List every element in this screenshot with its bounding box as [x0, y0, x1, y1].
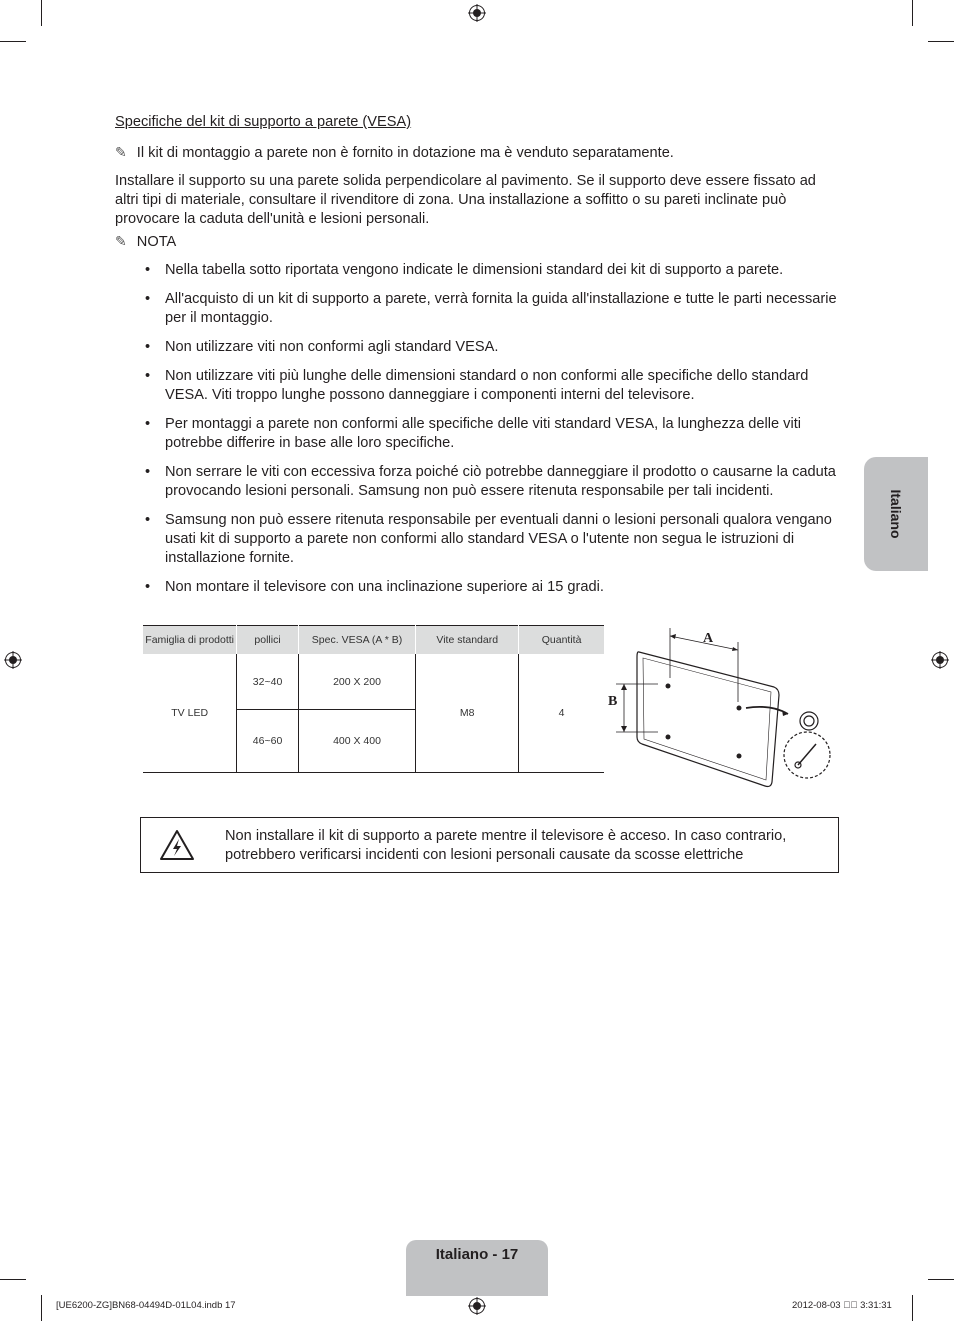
crop-mark	[0, 1279, 26, 1280]
crop-mark	[41, 0, 42, 26]
dimension-b-label: B	[608, 694, 618, 709]
list-item: • Non serrare le viti con eccessiva forza poiché ciò potrebbe danneggiare il prodotto o causarne la caduta provocando lesioni personali. Samsung non può essere ritenuta responsabile per tali incidenti.	[145, 463, 845, 501]
note-kit	[115, 143, 835, 163]
column-header: Famiglia di prodotti	[143, 626, 237, 655]
install-paragraph: Installare il supporto su una parete solida perpendicolare al pavimento. Se il supporto deve essere fissato ad altri tipi di materiale, consultare il rivenditore di zona. Una installazione a soffitto o su pareti inclinate può provocare la caduta dell'unità e lesioni personali.	[115, 173, 816, 227]
side-tab-label: Italiano	[888, 489, 904, 539]
vesa-spec-table	[143, 625, 604, 773]
inches-cell: 46~60	[237, 710, 298, 773]
wall-mount-diagram	[606, 622, 838, 794]
page-label: Italiano - 17	[435, 1246, 519, 1263]
list-item: • Nella tabella sotto riportata vengono indicate le dimensioni standard dei kit di supporto a parete.	[145, 261, 845, 280]
nota-label: NOTA	[136, 234, 177, 250]
note-kit-text: Il kit di montaggio a parete non è fornito in dotazione ma è venduto separatamente.	[136, 145, 674, 161]
list-item: • Per montaggi a parete non conformi alle specifiche delle viti standard VESA, la lunghezza delle viti potrebbe differire in base alle loro specifiche.	[145, 415, 845, 453]
footer-file-info: [UE6200-ZG]BN68-04494D-01L04.indb 17	[56, 1300, 236, 1311]
note-bullet-list	[145, 261, 845, 607]
pencil-note-icon: ✎	[115, 144, 127, 160]
section-title: Specifiche del kit di supporto a parete (VESA)	[115, 114, 412, 130]
electric-warning-icon	[159, 829, 195, 861]
table-header-row	[143, 626, 604, 655]
warning-text: Non installare il kit di supporto a parete mentre il televisore è acceso. In caso contrario, potrebbero verificarsi incidenti con lesioni personali causate da scosse elettriche	[225, 828, 787, 863]
family-cell: TV LED	[143, 654, 237, 773]
registration-mark-icon	[4, 651, 22, 669]
vesa-cell: 200 X 200	[298, 654, 415, 710]
dimension-a-label: A	[703, 631, 714, 646]
column-header: Vite standard	[416, 626, 519, 655]
language-side-tab	[864, 457, 928, 571]
vesa-cell: 400 X 400	[298, 710, 415, 773]
column-header: Spec. VESA (A * B)	[298, 626, 415, 655]
crop-mark	[928, 1279, 954, 1280]
screw-hole-icon	[666, 735, 671, 740]
crop-mark	[0, 41, 26, 42]
column-header: Quantità	[519, 626, 604, 655]
inches-cell: 32~40	[237, 654, 298, 710]
crop-mark	[41, 1295, 42, 1321]
list-item: • Non montare il televisore con una inclinazione superiore ai 15 gradi.	[145, 578, 845, 597]
list-item: • Non utilizzare viti più lunghe delle dimensioni standard o non conformi alle specifiche dello standard VESA. Viti troppo lunghe possono danneggiare i componenti interni del televisore.	[145, 367, 845, 405]
quantity-cell: 4	[519, 654, 604, 773]
screw-hole-icon	[737, 754, 742, 759]
crop-mark	[912, 0, 913, 26]
warning-box	[140, 817, 839, 873]
registration-mark-icon	[468, 1297, 486, 1315]
crop-mark	[912, 1295, 913, 1321]
screw-cell: M8	[416, 654, 519, 773]
pencil-note-icon: ✎	[115, 233, 127, 249]
footer-timestamp: 2012-08-03 ￿￿ 3:31:31	[792, 1300, 892, 1311]
registration-mark-icon	[468, 4, 486, 22]
page-number-tab	[406, 1240, 548, 1296]
list-item: • Samsung non può essere ritenuta responsabile per eventuali danni o lesioni personali qualora vengano usati kit di supporto a parete non conformi allo standard VESA o l'utente non segua le istruzioni di installazione fornite.	[145, 511, 845, 568]
screw-hole-icon	[666, 684, 671, 689]
list-item: • Non utilizzare viti non conformi agli standard VESA.	[145, 338, 845, 357]
table-row	[143, 654, 604, 710]
screw-hole-icon	[737, 706, 742, 711]
list-item: • All'acquisto di un kit di supporto a parete, verrà fornita la guida all'installazione e tutte le parti necessarie per il montaggio.	[145, 290, 845, 328]
column-header: pollici	[237, 626, 298, 655]
nota-heading	[115, 232, 176, 252]
crop-mark	[928, 41, 954, 42]
registration-mark-icon	[931, 651, 949, 669]
